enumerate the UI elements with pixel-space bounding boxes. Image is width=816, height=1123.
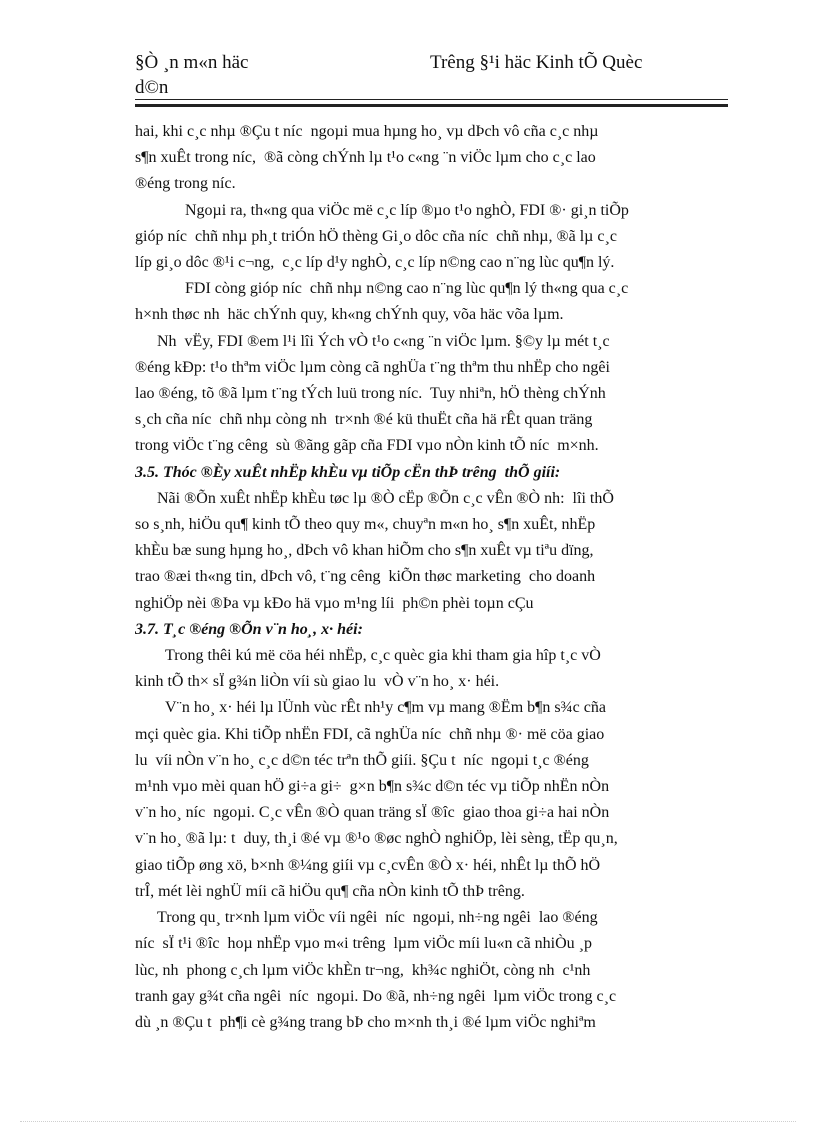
text-line: tranh gay g¾t cña ngêi níc ngoµi. Do ®ã, nh÷ng ngêi lµm viÖc trong c¸c [135, 987, 617, 1005]
page-bottom-border [20, 1121, 796, 1122]
text-line: trong viÖc t¨ng cêng sù ®ãng gãp cña FDI vµo nÒn kinh tÕ níc m×nh. [135, 437, 599, 455]
text-line: lu víi nÒn v¨n ho¸ c¸c d©n téc trªn thÕ giíi. §Çu t níc ngoµi t¸c ®éng [135, 751, 589, 769]
text-line: ®éng trong níc. [135, 175, 236, 193]
page-header [135, 50, 728, 102]
text-line: s¶n xuÊt trong níc, ®ã còng chÝnh lµ t¹o c«ng ¨n viÖc lµm cho c¸c lao [135, 149, 596, 167]
text-line: ®éng kÐp: t¹o thªm viÖc lµm còng cã nghÜa t¨ng thªm thu nhËp cho ngêi [135, 358, 610, 376]
header-left-line1: §Ò ¸n m«n häc [135, 52, 249, 73]
text-line: trao ®æi th«ng tin, dÞch vô, t¨ng cêng kiÕn thøc marketing cho doanh [135, 568, 596, 586]
text-line: gióp níc chñ nhµ ph¸t triÓn hÖ thèng Gi¸o dôc cña níc chñ nhµ, ®ã lµ c¸c [135, 227, 617, 245]
header-rule-thin [135, 99, 728, 100]
text-line: v¨n ho¸ ®ã lµ: t duy, th¸i ®é vµ ®¹o ®øc nghÒ nghiÖp, lèi sèng, tËp qu¸n, [135, 830, 618, 848]
text-line: líp gi¸o dôc ®¹i c¬ng, c¸c líp d¹y nghÒ, c¸c líp n©ng cao n¨ng lùc qu¶n lý. [135, 254, 615, 272]
text-line: FDI còng gióp níc chñ nhµ n©ng cao n¨ng lùc qu¶n lý th«ng qua c¸c [185, 280, 629, 298]
text-line: nghiÖp nèi ®Þa vµ kÐo hä vµo m¹ng líi ph©n phèi toµn cÇu [135, 594, 534, 612]
text-line: lùc, nh phong c¸ch lµm viÖc khÈn tr¬ng, kh¾c nghiÖt, còng nh c¹nh [135, 961, 591, 979]
text-line: dù ¸n ®Çu t ph¶i cè g¾ng trang bÞ cho m×nh th¸i ®é lµm viÖc nghiªm [135, 1013, 596, 1031]
text-line: m¹nh vµo mèi quan hÖ gi÷a gi÷ g×n b¶n s¾c d©n téc vµ tiÕp nhËn nÒn [135, 778, 610, 796]
text-line: khÈu bæ sung hµng ho¸, dÞch vô khan hiÕm cho s¶n xuÊt vµ tiªu dïng, [135, 542, 594, 560]
text-line: lao ®éng, tõ ®ã lµm t¨ng tÝch luü trong níc. Tuy nhiªn, hÖ thèng chÝnh [135, 385, 606, 403]
text-line: kinh tÕ th× sÏ g¾n liÒn víi sù giao lu vÒ v¨n ho¸ x· héi. [135, 673, 500, 691]
text-line: v¨n ho¸ níc ngoµi. C¸c vÊn ®Ò quan träng sÏ ®îc giao thoa gi÷a hai nÒn [135, 804, 610, 822]
text-line: Nãi ®Õn xuÊt nhËp khÈu tøc lµ ®Ò cËp ®Õn c¸c vÊn ®Ò nh: lîi thÕ [157, 489, 614, 507]
header-right: Trêng §¹i häc Kinh tÕ Quèc [430, 52, 643, 73]
text-line: Trong qu¸ tr×nh lµm viÖc víi ngêi níc ngoµi, nh÷ng ngêi lao ®éng [157, 909, 598, 927]
text-line: so s¸nh, hiÖu qu¶ kinh tÕ theo quy m«, chuyªn m«n ho¸ s¶n xuÊt, nhËp [135, 516, 596, 534]
text-line: mçi quèc gia. Khi tiÕp nhËn FDI, cã nghÜa níc chñ nhµ ®· më cöa giao [135, 725, 605, 743]
section-heading: 3.7. T¸c ®éng ®Õn v¨n ho¸, x· héi: [135, 620, 363, 638]
text-line: V¨n ho¸ x· héi lµ lÜnh vùc rÊt nh¹y c¶m vµ mang ®Ëm b¶n s¾c cña [165, 699, 606, 717]
header-left [135, 50, 325, 100]
text-line: níc sÏ t¹i ®îc hoµ nhËp vµo m«i trêng lµm viÖc míi lu«n cã nhiÒu ¸p [135, 935, 592, 953]
text-line: Ngoµi ra, th«ng qua viÖc më c¸c líp ®µo t¹o nghÒ, FDI ®· gi¸n tiÕp [185, 201, 629, 219]
header-rule-thick [135, 104, 728, 107]
document-body [135, 119, 728, 1036]
text-line: trÎ, mét lèi nghÜ míi cã hiÖu qu¶ cña nÒn kinh tÕ thÞ trêng. [135, 882, 525, 900]
text-line: hai, khi c¸c nhµ ®Çu t níc ngoµi mua hµng ho¸ vµ dÞch vô cña c¸c nhµ [135, 123, 599, 140]
text-line: Nh vËy, FDI ®em l¹i lîi Ých vÒ t¹o c«ng ¨n viÖc lµm. §©y lµ mét t¸c [157, 332, 610, 350]
header-left-line2: d©n [135, 77, 169, 98]
text-line: giao tiÕp øng xö, b×nh ®¼ng giíi vµ c¸cvÊn ®Ò x· héi, nhÊt lµ thÕ hÖ [135, 856, 601, 874]
section-heading: 3.5. Thóc ®Èy xuÊt nhËp khÈu vµ tiÕp cËn thÞ trêng thÕ giíi: [135, 463, 561, 481]
text-line: h×nh thøc nh häc chÝnh quy, kh«ng chÝnh quy, võa häc võa lµm. [135, 306, 564, 324]
text-line: s¸ch cña níc chñ nhµ còng nh tr×nh ®é kü thuËt cña hä rÊt quan träng [135, 411, 593, 429]
text-line: Trong thêi kú më cöa héi nhËp, c¸c quèc gia khi tham gia hîp t¸c vÒ [165, 647, 601, 665]
